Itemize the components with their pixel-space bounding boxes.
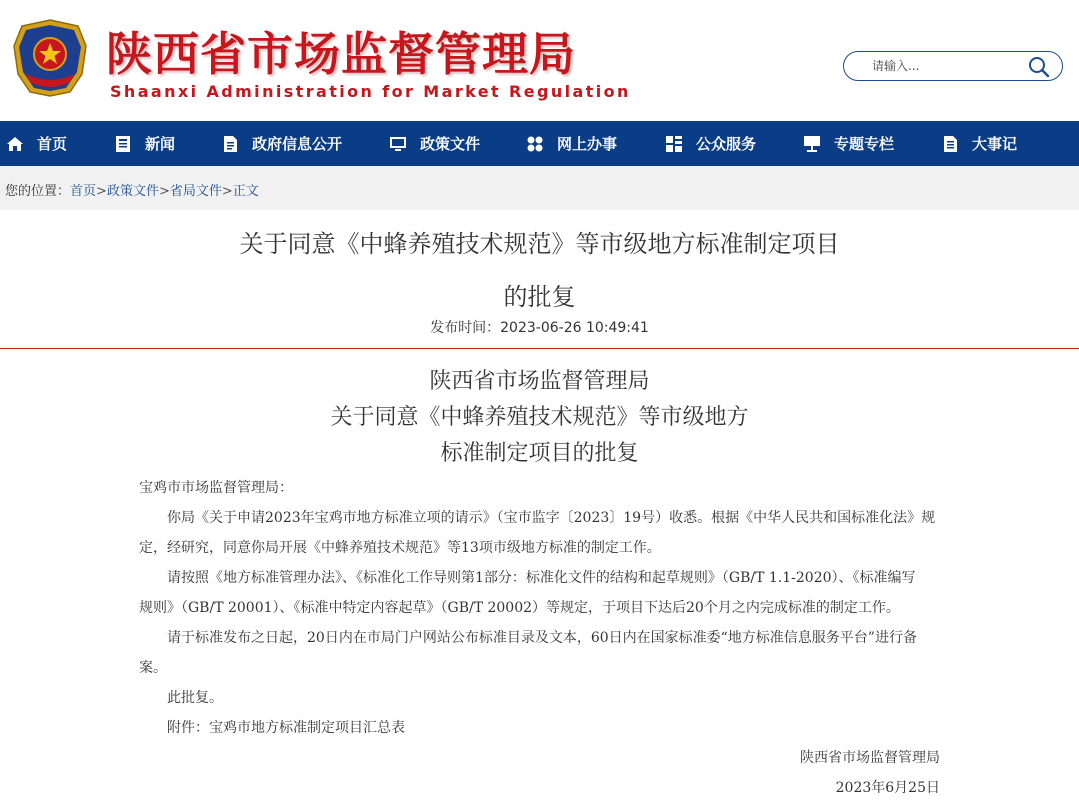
nav-item-special-topics[interactable]: [803, 121, 894, 166]
document-icon: [221, 135, 239, 153]
site-header: [0, 0, 1079, 121]
main-nav: [0, 121, 1079, 166]
breadcrumb-link-home[interactable]: 首页: [70, 184, 97, 199]
monitor-icon: [389, 135, 407, 153]
news-icon: [114, 135, 132, 153]
nav-item-chronicle[interactable]: [941, 121, 1017, 166]
search-box: [843, 51, 1063, 81]
breadcrumb: [5, 180, 259, 199]
publish-info: [0, 317, 1079, 337]
salutation: 宝鸡市市场监督管理局：: [139, 480, 293, 496]
nav-label: 公众服务: [696, 135, 757, 153]
breadcrumb-separator: >: [221, 184, 233, 199]
article-title-line1: 关于同意《中蜂养殖技术规范》等市级地方标准制定项目: [239, 230, 840, 258]
nav-label: 专题专栏: [834, 135, 895, 153]
attachment-line: 附件：宝鸡市地方标准制定项目汇总表: [167, 720, 405, 736]
body-line: 规则》（GB/T 20001）、《标准中特定内容起草》（GB/T 20002）等规定，于项目下达后20个月之内完成标准的制定工作。: [139, 600, 900, 616]
breadcrumb-bar: [0, 166, 1079, 210]
doc-title-line1: 关于同意《中蜂养殖技术规范》等市级地方: [330, 405, 749, 430]
notes-icon: [941, 135, 959, 153]
publish-time: 2023-06-26 10:49:41: [500, 320, 649, 336]
body-line: 此批复。: [167, 690, 223, 706]
doc-title-line2: 标准制定项目的批复: [440, 441, 639, 466]
body-line: 你局《关于申请2023年宝鸡市地方标准立项的请示》（宝市监字〔2023〕19号）收悉。根据《中华人民共和国标准化法》规: [167, 510, 936, 526]
site-title: 陕西省市场监督管理局: [106, 27, 576, 81]
breadcrumb-link-provincial[interactable]: 省局文件: [169, 184, 222, 199]
body-line: 定，经研究，同意你局开展《中蜂养殖技术规范》等13项市级地方标准的制定工作。: [139, 540, 661, 556]
grid-icon: [526, 135, 544, 153]
signature: 陕西省市场监督管理局: [800, 750, 940, 766]
document-date: 2023年6月25日: [835, 780, 940, 796]
divider: [0, 348, 1079, 349]
nav-label: 网上办事: [557, 135, 618, 153]
apps-icon: [665, 135, 683, 153]
breadcrumb-link-policy[interactable]: 政策文件: [106, 184, 159, 199]
breadcrumb-separator: >: [158, 184, 170, 199]
search-input[interactable]: [872, 58, 1022, 74]
body-line: 请于标准发布之日起，20日内在市局门户网站公布标准目录及文本，60日内在国家标准委“地方标准信息服务平台”进行备: [167, 630, 917, 646]
nav-item-online-service[interactable]: [526, 121, 617, 166]
article-title-line2: 的批复: [503, 283, 576, 311]
site-title-english: Shaanxi Administration for Market Regulation: [110, 82, 631, 101]
nav-item-public-service[interactable]: [665, 121, 756, 166]
nav-item-policy[interactable]: [389, 121, 480, 166]
nav-item-gov-info[interactable]: [221, 121, 342, 166]
nav-label: 政府信息公开: [252, 135, 343, 153]
breadcrumb-prefix: 您的位置：: [5, 184, 71, 199]
nav-item-home[interactable]: [6, 121, 67, 166]
home-icon: [6, 135, 24, 153]
breadcrumb-separator: >: [96, 184, 107, 199]
breadcrumb-link-current[interactable]: 正文: [232, 184, 259, 199]
police-emblem-logo: [8, 16, 92, 100]
doc-issuer: 陕西省市场监督管理局: [429, 369, 650, 394]
body-line: 请按照《地方标准管理办法》、《标准化工作导则第1部分：标准化文件的结构和起草规则》（GB/T 1.1-2020）、《标准编写: [167, 570, 916, 586]
nav-label: 首页: [37, 135, 68, 153]
publish-label: 发布时间：: [430, 320, 501, 336]
nav-label: 大事记: [972, 135, 1018, 153]
search-icon[interactable]: [1028, 56, 1050, 78]
nav-label: 新闻: [145, 135, 176, 153]
screen-icon: [803, 135, 821, 153]
nav-item-news[interactable]: [114, 121, 175, 166]
body-line: 案。: [139, 660, 167, 676]
nav-label: 政策文件: [420, 135, 481, 153]
